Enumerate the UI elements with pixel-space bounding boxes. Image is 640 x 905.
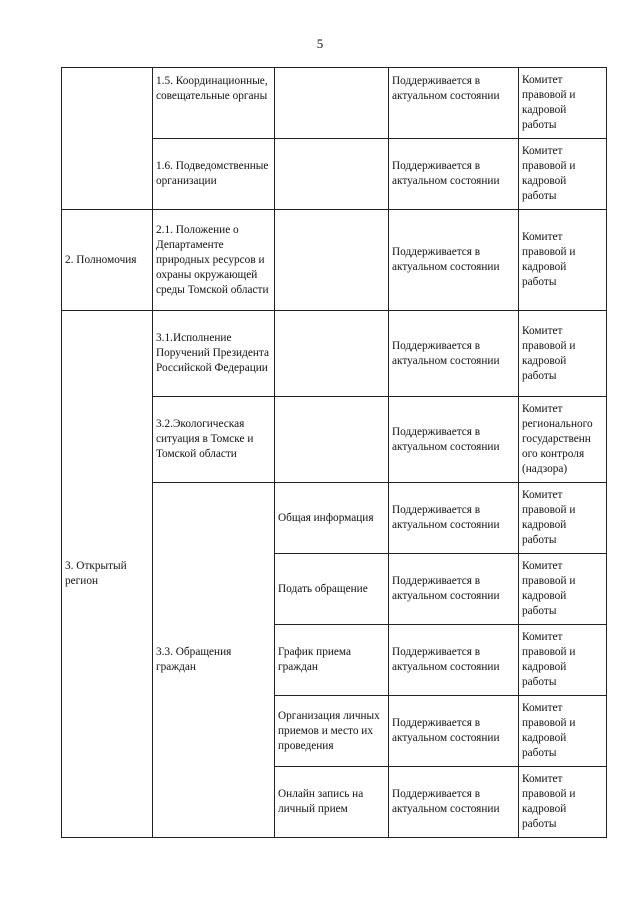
sections-table bbox=[61, 67, 607, 838]
status-cell: Поддерживается в актуальном состоянии bbox=[389, 625, 519, 696]
subsection-cell: 3.1.Исполнение Поручений Президента Российской Федерации bbox=[153, 311, 275, 397]
responsible-cell: Комитет правовой и кадровой работы bbox=[519, 696, 607, 767]
status-cell: Поддерживается в актуальном состоянии bbox=[389, 483, 519, 554]
responsible-cell: Комитет правовой и кадровой работы bbox=[519, 139, 607, 210]
item-cell: График приема граждан bbox=[275, 625, 389, 696]
responsible-cell: Комитет регионального государственн ого контроля (надзора) bbox=[519, 397, 607, 483]
item-cell: Общая информация bbox=[275, 483, 389, 554]
status-cell: Поддерживается в актуальном состоянии bbox=[389, 139, 519, 210]
status-cell: Поддерживается в актуальном состоянии bbox=[389, 311, 519, 397]
responsible-cell: Комитет правовой и кадровой работы bbox=[519, 767, 607, 838]
item-cell bbox=[275, 139, 389, 210]
status-cell: Поддерживается в актуальном состоянии bbox=[389, 210, 519, 311]
section-cell: 2. Полномочия bbox=[62, 210, 153, 311]
responsible-cell: Комитет правовой и кадровой работы bbox=[519, 625, 607, 696]
item-cell bbox=[275, 311, 389, 397]
responsible-cell: Комитет правовой и кадровой работы bbox=[519, 210, 607, 311]
table-row bbox=[62, 68, 607, 139]
subsection-cell: 3.3. Обращения граждан bbox=[153, 483, 275, 838]
item-cell bbox=[275, 397, 389, 483]
item-cell: Онлайн запись на личный прием bbox=[275, 767, 389, 838]
page-number: 5 bbox=[316, 36, 324, 51]
item-cell: Подать обращение bbox=[275, 554, 389, 625]
item-cell bbox=[275, 210, 389, 311]
responsible-cell: Комитет правовой и кадровой работы bbox=[519, 554, 607, 625]
section-cell-empty bbox=[62, 68, 153, 210]
item-cell: Организация личных приемов и место их проведения bbox=[275, 696, 389, 767]
subsection-cell: 2.1. Положение о Департаменте природных ресурсов и охраны окружающей среды Томской области bbox=[153, 210, 275, 311]
status-cell: Поддерживается в актуальном состоянии bbox=[389, 696, 519, 767]
subsection-cell: 1.6. Подведомственные организации bbox=[153, 139, 275, 210]
table-row bbox=[62, 210, 607, 311]
item-cell bbox=[275, 68, 389, 139]
status-cell: Поддерживается в актуальном состоянии bbox=[389, 397, 519, 483]
status-cell: Поддерживается в актуальном состоянии bbox=[389, 767, 519, 838]
responsible-cell: Комитет правовой и кадровой работы bbox=[519, 311, 607, 397]
responsible-cell: Комитет правовой и кадровой работы bbox=[519, 68, 607, 139]
subsection-cell: 3.2.Экологическая ситуация в Томске и Томской области bbox=[153, 397, 275, 483]
table-row bbox=[62, 311, 607, 397]
status-cell: Поддерживается в актуальном состоянии bbox=[389, 554, 519, 625]
status-cell: Поддерживается в актуальном состоянии bbox=[389, 68, 519, 139]
responsible-cell: Комитет правовой и кадровой работы bbox=[519, 483, 607, 554]
section-cell: 3. Открытый регион bbox=[62, 311, 153, 838]
subsection-cell: 1.5. Координационные, совещательные органы bbox=[153, 68, 275, 139]
